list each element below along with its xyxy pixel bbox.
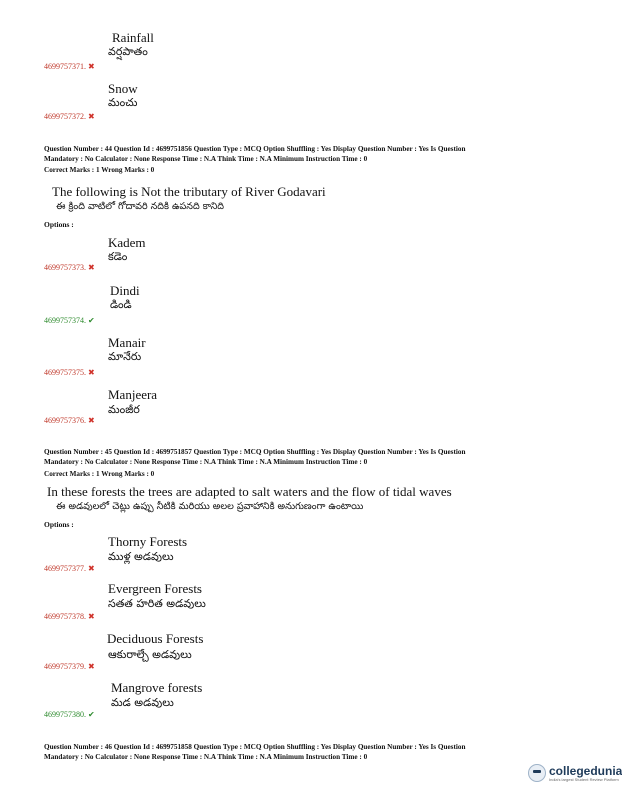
option-text-en: Manjeera (108, 387, 158, 402)
option-text-te: సతత హరిత అడవులు (108, 597, 206, 610)
option-id-row (44, 310, 95, 328)
wrong-mark-icon: ✖ (88, 416, 95, 425)
option-id: 4699757373. (44, 263, 86, 272)
correct-check-icon: ✔ (88, 316, 95, 325)
option-text-te: ముళ్ల అడవులు (108, 550, 174, 563)
option-id: 4699757379. (44, 662, 86, 671)
option-text-en: Kadem (108, 235, 146, 250)
option-id: 4699757378. (44, 612, 86, 621)
option-text-en: Deciduous Forests (107, 631, 204, 646)
option-text-en: Thorny Forests (108, 534, 188, 549)
option-text-te: మడ అడవులు (111, 696, 174, 709)
option-id-row (44, 257, 95, 275)
option-text-te: మంచు (108, 96, 138, 109)
wrong-mark-icon: ✖ (88, 263, 95, 272)
option-text-te: కడెం (108, 250, 128, 263)
logo-brand: collegedunia (549, 763, 622, 778)
option-id-row (44, 56, 95, 74)
collegedunia-logo (528, 764, 622, 782)
option-id-row (44, 410, 95, 428)
option-id: 4699757371. (44, 62, 86, 71)
option-id-row (44, 106, 95, 124)
option-id-row (44, 558, 95, 576)
option-id: 4699757380. (44, 710, 86, 719)
question-meta-line: Mandatory : No Calculator : None Response Time : N.A Think Time : N.A Minimum Instruction Time : 0 (44, 458, 368, 466)
options-label: Options : (44, 220, 74, 229)
question-meta-line: Mandatory : No Calculator : None Response Time : N.A Think Time : N.A Minimum Instruction Time : 0 (44, 155, 368, 163)
question-marks: Correct Marks : 1 Wrong Marks : 0 (44, 470, 155, 478)
question-meta-line: Question Number : 45 Question Id : 4699751857 Question Type : MCQ Option Shuffling : Yes Display Question Number : Yes Is Question (44, 448, 466, 456)
graduate-icon (528, 764, 546, 782)
wrong-mark-icon: ✖ (88, 368, 95, 377)
wrong-mark-icon: ✖ (88, 662, 95, 671)
option-id: 4699757375. (44, 368, 86, 377)
wrong-mark-icon: ✖ (88, 112, 95, 121)
option-text-en: Manair (108, 335, 146, 350)
option-id: 4699757372. (44, 112, 86, 121)
wrong-mark-icon: ✖ (88, 564, 95, 573)
option-text-en: Dindi (110, 283, 140, 298)
question-text-en: The following is Not the tributary of River Godavari (52, 184, 326, 199)
option-text-te: ఆకురాల్చే అడవులు (108, 648, 192, 661)
option-id-row (44, 656, 95, 674)
question-text-te: ఈ అడవులలో చెట్లు ఉప్పు నీటికి మరియు అలల ప్రవాహానికి అనుగుణంగా ఉంటాయి (56, 501, 364, 512)
question-meta-line: Question Number : 44 Question Id : 4699751856 Question Type : MCQ Option Shuffling : Yes Display Question Number : Yes Is Question (44, 145, 466, 153)
wrong-mark-icon: ✖ (88, 62, 95, 71)
question-text-en: In these forests the trees are adapted to salt waters and the flow of tidal waves (47, 484, 452, 499)
correct-check-icon: ✔ (88, 710, 95, 719)
question-meta-line: Question Number : 46 Question Id : 4699751858 Question Type : MCQ Option Shuffling : Yes Display Question Number : Yes Is Question (44, 743, 466, 751)
option-id-row (44, 606, 95, 624)
option-text-te: డిండి (110, 298, 132, 311)
option-text-te: వర్షపాతం (108, 45, 148, 58)
option-id: 4699757374. (44, 316, 86, 325)
options-label: Options : (44, 520, 74, 529)
option-id-row (44, 704, 95, 722)
option-text-te: మంజీర (108, 403, 140, 416)
option-id-row (44, 362, 95, 380)
logo-tagline: India's largest Student Review Platform (549, 776, 619, 782)
question-meta-line: Mandatory : No Calculator : None Response Time : N.A Think Time : N.A Minimum Instruction Time : 0 (44, 753, 368, 761)
option-text-en: Evergreen Forests (108, 581, 202, 596)
question-text-te: ఈ క్రింది వాటిలో గోదావరి నదికి ఉపనది కానిది (56, 201, 225, 212)
option-id: 4699757377. (44, 564, 86, 573)
option-text-en: Mangrove forests (111, 680, 203, 695)
option-text-en: Rainfall (112, 30, 154, 45)
option-id: 4699757376. (44, 416, 86, 425)
option-text-en: Snow (108, 81, 138, 96)
question-marks: Correct Marks : 1 Wrong Marks : 0 (44, 166, 155, 174)
wrong-mark-icon: ✖ (88, 612, 95, 621)
option-text-te: మానేరు (108, 350, 142, 363)
